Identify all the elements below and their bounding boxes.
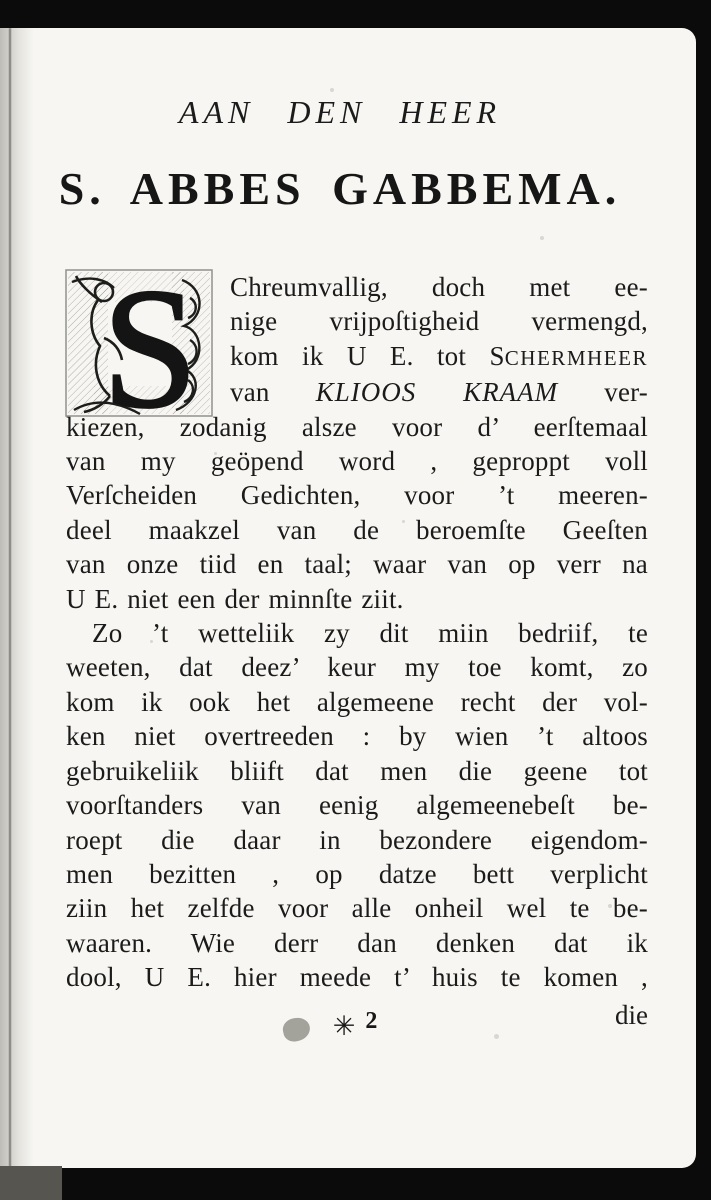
text-segment: ver- xyxy=(558,377,648,408)
text-line xyxy=(66,788,648,822)
paper-speck xyxy=(494,1034,499,1039)
text-line xyxy=(66,857,648,891)
text-segment: KLIOOS KRAAM xyxy=(315,377,559,408)
text-segment: kiezen, zodanig alsze voor d’ eerſtemaal xyxy=(66,411,648,442)
text-line xyxy=(66,960,648,994)
paper-speck xyxy=(330,88,334,92)
text-segment: gebruikeliik bliift dat men die geene tot xyxy=(66,755,648,786)
paper-speck xyxy=(402,520,405,523)
text-segment: S xyxy=(489,340,505,371)
text-line xyxy=(66,547,648,581)
text-line xyxy=(66,513,648,547)
text-segment: ken niet overtreeden : by wien ’t altoos xyxy=(66,721,648,752)
page-title: S. ABBES GABBEMA. xyxy=(58,163,622,214)
text-line xyxy=(66,891,648,925)
paper-speck xyxy=(540,236,544,240)
paper-speck xyxy=(214,452,217,455)
paper-speck xyxy=(150,640,153,643)
text-segment: ziin het zelfde voor alle onheil wel te be- xyxy=(66,893,648,924)
signature-number: 2 xyxy=(365,1008,378,1034)
signature-mark xyxy=(300,1008,410,1042)
text-line xyxy=(66,339,648,375)
text-segment: kom ik ook het algemeene recht der vol- xyxy=(66,686,648,717)
text-segment: voorſtanders van eenig algemeenebeſt be- xyxy=(66,790,648,821)
text-segment: Zo ’t wetteliik zy dit miin bedriif, te xyxy=(92,618,648,649)
text-segment: men bezitten , op datze bett verplicht xyxy=(66,858,648,889)
text-segment: Chreumvallig, doch met ee- xyxy=(230,272,648,302)
binding-crease xyxy=(9,28,11,1168)
text-segment: U E. niet een der minnſte ziit. xyxy=(66,583,404,614)
text-segment: nige vrijpoſtigheid vermengd, xyxy=(230,306,648,337)
drop-cap-letter: S xyxy=(102,268,198,418)
text-line xyxy=(66,410,648,444)
text-segment: van my geöpend word , geproppt voll xyxy=(66,446,648,477)
text-segment: dool, U E. hier meede t’ huis te komen , xyxy=(66,962,648,993)
text-segment: waaren. Wie derr dan denken dat ik xyxy=(66,927,648,958)
signature-asterisk-icon: ✳ xyxy=(332,1011,356,1042)
text-line xyxy=(66,823,648,857)
text-segment: Verſcheiden Gedichten, voor ’t meeren- xyxy=(66,480,648,511)
text-segment: CHERMHEER xyxy=(504,345,648,370)
text-line xyxy=(66,270,648,304)
text-block xyxy=(66,270,648,995)
text-line xyxy=(66,616,648,650)
text-segment: roept die daar in bezondere eigendom- xyxy=(66,824,648,855)
text-segment: van xyxy=(230,377,316,408)
text-line xyxy=(66,685,648,719)
text-segment: kom ik U E. tot xyxy=(230,340,490,371)
text-line xyxy=(66,650,648,684)
text-segment: van onze tiid en taal; waar van op verr na xyxy=(66,549,648,580)
text-line xyxy=(66,478,648,512)
text-line xyxy=(66,926,648,960)
book-page xyxy=(0,28,696,1168)
text-line xyxy=(66,754,648,788)
scan-corner-block xyxy=(0,1166,62,1200)
text-segment: deel maakzel van de beroemſte Geeſten xyxy=(66,514,648,545)
text-line xyxy=(66,582,648,616)
catchword: die xyxy=(615,1000,648,1030)
text-line xyxy=(66,444,648,478)
dedication-heading: AAN DEN HEER xyxy=(178,94,502,130)
text-line xyxy=(66,375,648,409)
text-line xyxy=(66,304,648,338)
text-segment: weeten, dat deez’ keur my toe komt, zo xyxy=(66,652,648,683)
text-line xyxy=(66,719,648,753)
paper-speck xyxy=(608,904,612,908)
